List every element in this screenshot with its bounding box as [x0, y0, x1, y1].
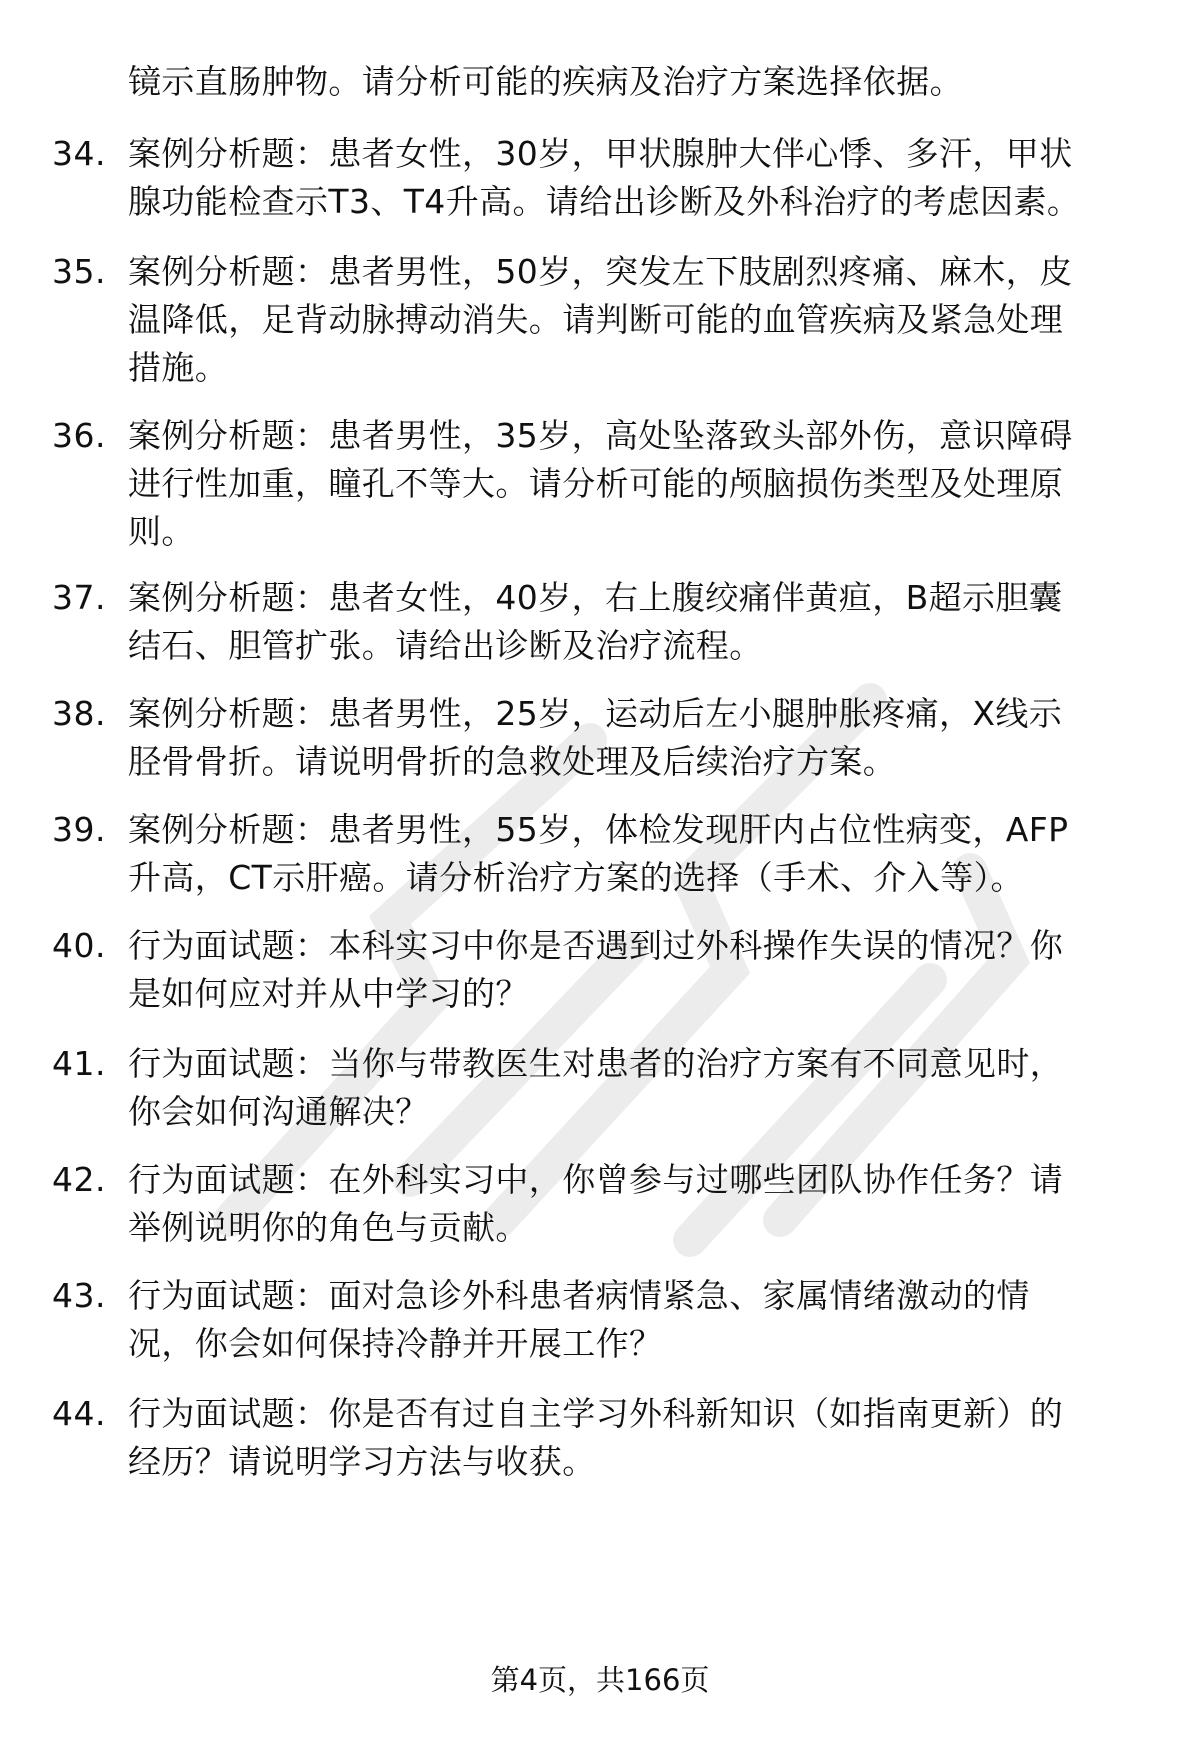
question-number: 44. [52, 1394, 106, 1433]
question-text: 案例分析题：患者男性，35岁，高处坠落致头部外伤，意识障碍 进行性加重，瞳孔不等大。请分析可能的颅脑损伤类型及处理原 则。 [128, 416, 1073, 551]
question-text: 案例分析题：患者男性，25岁，运动后左小腿肿胀疼痛，X线示 胫骨骨折。请说明骨折的急救处理及后续治疗方案。 [128, 694, 1063, 781]
question-text: 行为面试题：当你与带教医生对患者的治疗方案有不同意见时， 你会如何沟通解决？ [128, 1044, 1064, 1131]
question-number: 37. [52, 578, 106, 617]
question-text: 案例分析题：患者女性，30岁，甲状腺肿大伴心悸、多汗，甲状 腺功能检查示T3、T4升高。请给出诊断及外科治疗的考虑因素。 [128, 134, 1081, 221]
question-text: 行为面试题：面对急诊外科患者病情紧急、家属情绪激动的情 况，你会如何保持冷静并开展工作？ [128, 1276, 1030, 1363]
question-number: 39. [52, 810, 106, 849]
question-text: 行为面试题：你是否有过自主学习外科新知识（如指南更新）的 经历？请说明学习方法与收获。 [128, 1394, 1064, 1481]
question-number: 34. [52, 134, 106, 173]
question-number: 38. [52, 694, 106, 733]
question-number: 43. [52, 1276, 106, 1315]
continuation-text: 镜示直肠肿物。请分析可能的疾病及治疗方案选择依据。 [128, 62, 963, 101]
question-text: 行为面试题：在外科实习中，你曾参与过哪些团队协作任务？请 举例说明你的角色与贡献。 [128, 1160, 1064, 1247]
question-text: 行为面试题：本科实习中你是否遇到过外科操作失误的情况？你 是如何应对并从中学习的？ [128, 926, 1064, 1013]
question-text: 案例分析题：患者女性，40岁，右上腹绞痛伴黄疸，B超示胆囊 结石、胆管扩张。请给出诊断及治疗流程。 [128, 578, 1063, 665]
question-number: 42. [52, 1160, 106, 1199]
question-text: 案例分析题：患者男性，50岁，突发左下肢剧烈疼痛、麻木，皮 温降低，足背动脉搏动消失。请判断可能的血管疾病及紧急处理 措施。 [128, 252, 1073, 387]
question-text: 案例分析题：患者男性，55岁，体检发现肝内占位性病变，AFP 升高，CT示肝癌。请分析治疗方案的选择（手术、介入等）。 [128, 810, 1069, 897]
question-number: 36. [52, 416, 106, 455]
question-number: 40. [52, 926, 106, 965]
question-number: 41. [52, 1044, 106, 1083]
question-number: 35. [52, 252, 106, 291]
page-footer: 第4页，共166页 [490, 1663, 710, 1697]
